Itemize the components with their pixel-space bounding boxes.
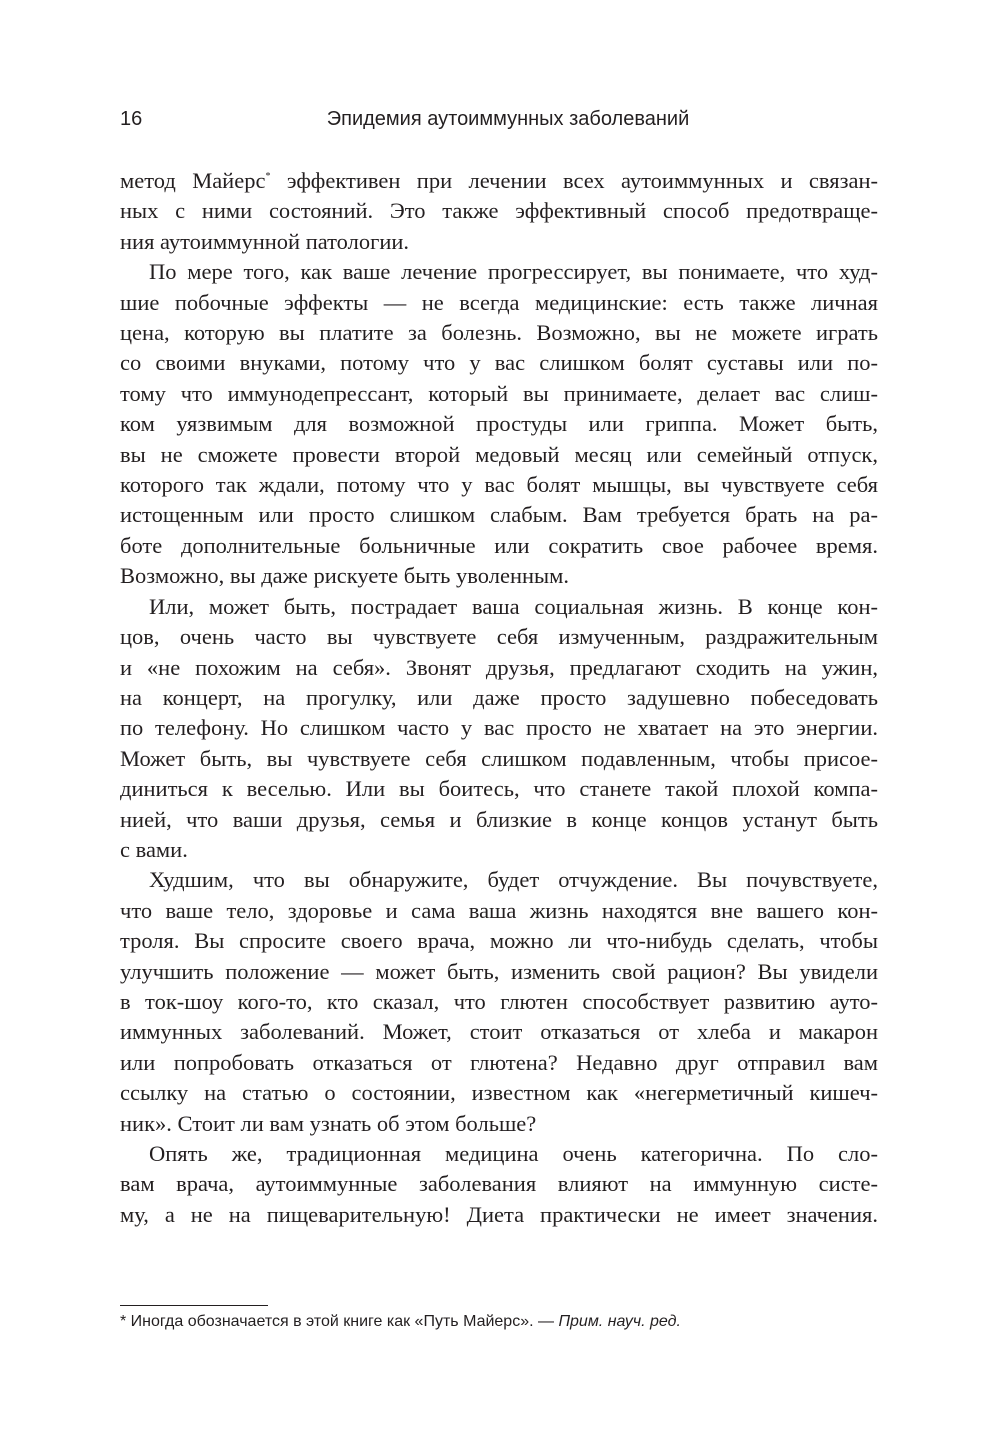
text-line: боте дополнительные больничные или сократить свое рабочее время.: [120, 532, 878, 558]
text-line: которого так ждали, потому что у вас болят мышцы, вы чувствуете себя: [120, 472, 878, 498]
text-line: Возможно, вы даже рискуете быть уволенным.: [120, 563, 570, 589]
text-line: в ток-шоу кого-то, кто сказал, что глютен способствует развитию ауто-: [120, 988, 878, 1014]
footnote-reference[interactable]: *: [265, 171, 271, 182]
text-line: по телефону. Но слишком часто у вас просто не хватает на это энергии.: [120, 715, 878, 741]
text-line: ник». Стоит ли вам узнать об этом больше?: [120, 1110, 537, 1136]
body-text: [120, 166, 878, 1230]
text-line: диниться к веселью. Или вы боитесь, что станете такой плохой компа-: [120, 776, 878, 802]
text-line: со своими внуками, потому что у вас слишком болят суставы или по-: [120, 350, 878, 376]
text-line: улучшить положение — может быть, изменить свой рацион? Вы увидели: [120, 958, 878, 984]
text-line: нией, что ваши друзья, семья и близкие в конце концов устанут быть: [120, 806, 878, 832]
text-line: что ваше тело, здоровье и сама ваша жизнь находятся вне вашего кон-: [120, 897, 878, 923]
paragraph: [120, 166, 878, 257]
text-line: истощенным или просто слишком слабым. Вам требуется брать на ра-: [120, 502, 878, 528]
text-line: По мере того, как ваше лечение прогрессирует, вы понимаете, что худ-: [149, 259, 878, 285]
text-line: му, а не на пищеварительную! Диета практически не имеет значения.: [120, 1201, 878, 1227]
text-line: вам врача, аутоиммунные заболевания влияют на иммунную систе-: [120, 1171, 878, 1197]
page-number: 16: [120, 108, 143, 130]
text-line: ссылку на статью о состоянии, известном как «негерметичный кишеч-: [120, 1080, 878, 1106]
text-line: метод Майерс* эффективен при лечении всех аутоиммунных и связан-: [120, 168, 878, 193]
text-line: на концерт, на прогулку, или даже просто задушевно побеседовать: [120, 684, 878, 710]
text-line: ком уязвимым для возможной простуды или гриппа. Может быть,: [120, 411, 878, 437]
paragraph: [120, 865, 878, 1139]
footnote-mark: *: [120, 1313, 127, 1330]
text-line: троля. Вы спросите своего врача, можно ли что-нибудь сделать, чтобы: [120, 928, 878, 954]
text-line: шие побочные эффекты — не всегда медицинские: есть также личная: [120, 289, 878, 315]
text-line: Опять же, традиционная медицина очень категорична. По сло-: [149, 1141, 878, 1166]
text-line: Худшим, что вы обнаружите, будет отчуждение. Вы почувствуете,: [149, 867, 878, 893]
text-line: иммунных заболеваний. Может, стоит отказаться от хлеба и макарон: [120, 1019, 878, 1045]
paragraph: [120, 592, 878, 866]
text-line: вы не сможете провести второй медовый месяц или семейный отпуск,: [120, 441, 878, 467]
text-line: или попробовать отказаться от глютена? Недавно друг отправил вам: [120, 1049, 878, 1075]
footnote-editor-note: Прим. науч. ред.: [558, 1313, 681, 1330]
footnote: [120, 1313, 681, 1331]
text-line: ния аутоиммунной патологии.: [120, 228, 410, 254]
running-title: Эпидемия аутоиммунных заболеваний: [326, 108, 690, 130]
text-line: ных с ними состояний. Это также эффективный способ предотвраще-: [120, 198, 878, 224]
footnote-text: Иногда обозначается в этой книге как «Путь Майерс». —: [126, 1313, 559, 1330]
text-line: Может быть, вы чувствуете себя слишком подавленным, чтобы присое-: [120, 745, 878, 771]
text-line: тому что иммунодепрессант, который вы принимаете, делает вас слиш-: [120, 380, 878, 406]
text-line: и «не похожим на себя». Звонят друзья, предлагают сходить на ужин,: [120, 654, 878, 680]
text-line: с вами.: [120, 836, 188, 862]
footnote-divider: [120, 1305, 268, 1306]
text-line: Или, может быть, пострадает ваша социальная жизнь. В конце кон-: [149, 593, 878, 619]
text-line: цена, которую вы платите за болезнь. Возможно, вы не можете играть: [120, 320, 878, 346]
paragraph: [120, 1139, 878, 1230]
text-line: цов, очень часто вы чувствуете себя измученным, раздражительным: [120, 624, 878, 650]
paragraph: [120, 257, 878, 591]
